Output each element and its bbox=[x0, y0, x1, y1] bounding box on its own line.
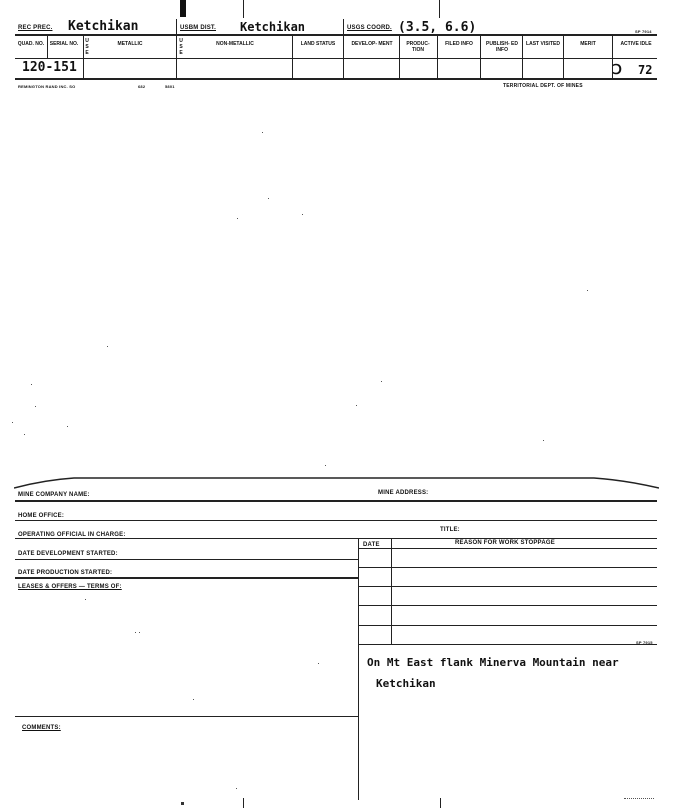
col-divider bbox=[522, 36, 523, 79]
col-divider bbox=[292, 36, 293, 79]
usgs-coord-label: USGS COORD. bbox=[347, 25, 392, 31]
rec-prec-label: REC PREC. bbox=[18, 25, 53, 31]
stoppage-row-rule bbox=[358, 625, 657, 626]
col-use-2: U S E bbox=[179, 38, 183, 56]
stoppage-row-rule bbox=[358, 567, 657, 568]
stoppage-table-date-divider bbox=[391, 538, 392, 645]
reason-col-header: REASON FOR WORK STOPPAGE bbox=[455, 540, 555, 546]
stoppage-row-rule bbox=[358, 644, 657, 645]
scan-speck bbox=[24, 434, 25, 435]
scan-speck bbox=[325, 465, 326, 466]
title-label: TITLE: bbox=[440, 527, 460, 533]
stoppage-row-rule bbox=[358, 586, 657, 587]
printer-code-1: 682 bbox=[138, 84, 146, 89]
scan-speck bbox=[356, 405, 357, 406]
comments-rule bbox=[15, 716, 359, 717]
scan-speck bbox=[135, 632, 136, 633]
col-divider bbox=[563, 36, 564, 79]
bottom-dash bbox=[624, 798, 654, 799]
usgs-coord-value: (3.5, 6.6) bbox=[398, 20, 477, 35]
col-filed-info: FILED INFO bbox=[445, 41, 473, 47]
col-divider bbox=[83, 36, 84, 79]
record-bottom-rule bbox=[15, 78, 657, 80]
usbm-dist-value: Ketchikan bbox=[240, 20, 306, 34]
column-header-rule bbox=[15, 58, 657, 59]
home-office-label: HOME OFFICE: bbox=[18, 513, 65, 519]
printer-code-2: 5801 bbox=[165, 84, 175, 89]
col-divider bbox=[480, 36, 481, 79]
form-rule bbox=[15, 577, 359, 579]
scan-speck bbox=[12, 422, 13, 423]
lower-form-number: SP 7915 bbox=[636, 640, 653, 645]
comments-label: COMMENTS: bbox=[22, 725, 61, 731]
scan-speck bbox=[302, 214, 303, 215]
quad-serial-value: 120-151 bbox=[22, 60, 77, 75]
col-published-info: PUBLISH- ED INFO bbox=[486, 41, 518, 53]
scan-speck bbox=[67, 426, 68, 427]
col-last-visited: LAST VISITED bbox=[526, 41, 560, 47]
col-active-idle: ACTIVE IDLE bbox=[620, 41, 652, 47]
scan-speck bbox=[237, 218, 238, 219]
usbm-dist-label: USBM DIST. bbox=[180, 25, 217, 31]
date-development-started-label: DATE DEVELOPMENT STARTED: bbox=[18, 551, 118, 557]
scan-speck bbox=[262, 132, 263, 133]
form-rule bbox=[358, 548, 657, 549]
col-serial-no: SERIAL NO. bbox=[49, 41, 79, 47]
col-merit: MERIT bbox=[580, 41, 596, 47]
active-idle-mark: Ↄ bbox=[612, 62, 622, 78]
header-divider bbox=[176, 19, 177, 35]
form-rule bbox=[15, 559, 359, 560]
col-quad-no: QUAD. NO. bbox=[17, 41, 45, 47]
lower-form-top-curve bbox=[14, 474, 659, 492]
form-rule bbox=[15, 500, 657, 502]
department-imprint: TERRITORIAL DEPT. OF MINES bbox=[503, 83, 583, 89]
stoppage-row-rule bbox=[358, 605, 657, 606]
col-production: PRODUC- TION bbox=[406, 41, 430, 53]
active-idle-value: 72 bbox=[638, 63, 653, 77]
location-line-2: Ketchikan bbox=[376, 677, 436, 690]
scan-speck bbox=[193, 699, 194, 700]
date-col-header: DATE bbox=[363, 542, 380, 548]
bottom-index-mark bbox=[181, 802, 184, 805]
col-divider bbox=[437, 36, 438, 79]
scan-speck bbox=[318, 663, 319, 664]
scan-speck bbox=[35, 406, 36, 407]
scan-speck bbox=[85, 599, 86, 600]
operating-official-label: OPERATING OFFICIAL IN CHARGE: bbox=[18, 532, 126, 538]
bottom-tick bbox=[243, 798, 244, 808]
form-rule bbox=[15, 520, 657, 521]
form-number: SP 7914 bbox=[635, 29, 652, 34]
scan-speck bbox=[268, 198, 269, 199]
form-rule bbox=[15, 538, 657, 539]
scan-speck bbox=[543, 440, 544, 441]
scan-speck bbox=[31, 384, 32, 385]
scan-speck bbox=[107, 346, 108, 347]
mine-company-name-label: MINE COMPANY NAME: bbox=[18, 492, 90, 498]
stoppage-table-left bbox=[358, 538, 359, 800]
col-divider bbox=[399, 36, 400, 79]
scan-speck bbox=[587, 290, 588, 291]
col-metallic: METALLIC bbox=[117, 41, 143, 47]
printer-imprint: REMINGTON RAND INC. SO bbox=[18, 84, 76, 89]
col-use-1: U S E bbox=[85, 38, 89, 56]
top-index-mark bbox=[180, 0, 186, 17]
header-rule bbox=[15, 34, 657, 36]
col-land-status: LAND STATUS bbox=[300, 41, 336, 47]
col-divider bbox=[47, 36, 48, 58]
date-production-started-label: DATE PRODUCTION STARTED: bbox=[18, 570, 113, 576]
col-non-metallic: NON-METALLIC bbox=[216, 41, 254, 47]
col-development: DEVELOP- MENT bbox=[351, 41, 393, 47]
leases-offers-label: LEASES & OFFERS — TERMS OF: bbox=[18, 584, 122, 590]
col-divider bbox=[343, 36, 344, 79]
location-line-1: On Mt East flank Minerva Mountain near bbox=[367, 656, 619, 669]
scan-speck bbox=[236, 788, 237, 789]
header-divider bbox=[343, 19, 344, 35]
mine-address-label: MINE ADDRESS: bbox=[378, 490, 429, 496]
rec-prec-value: Ketchikan bbox=[68, 19, 139, 34]
top-tick bbox=[243, 0, 244, 18]
top-tick bbox=[439, 0, 440, 18]
col-divider bbox=[176, 36, 177, 79]
bottom-tick bbox=[440, 798, 441, 808]
scan-speck bbox=[139, 632, 140, 633]
scan-speck bbox=[381, 381, 382, 382]
